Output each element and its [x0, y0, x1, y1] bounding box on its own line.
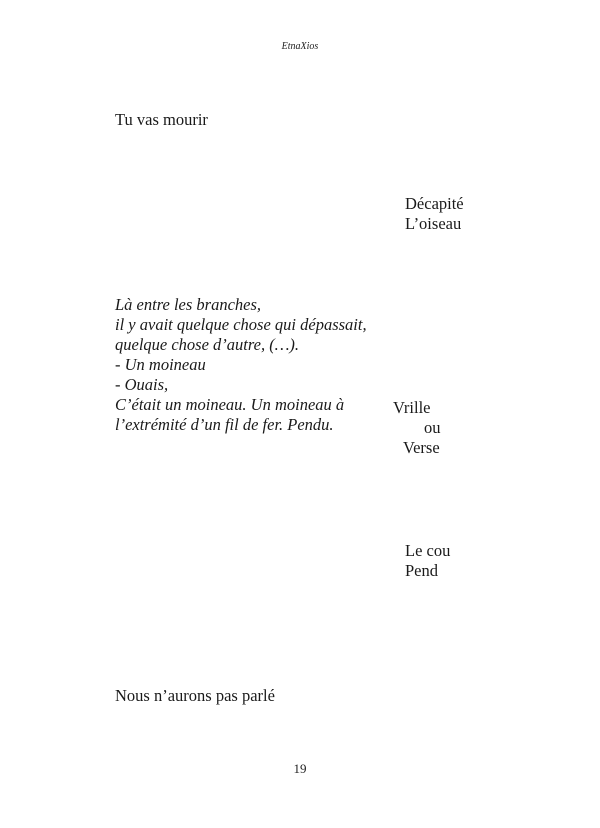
stanza-line: Décapité: [405, 194, 464, 213]
running-head: EtnaXios: [281, 41, 319, 52]
passage-line: il y avait quelque chose qui dépassait,: [115, 315, 367, 334]
stanza-line: Pend: [405, 561, 438, 580]
stanza-line-ou: ou: [424, 418, 441, 437]
stanza-line-verse: Verse: [403, 438, 440, 457]
italic-passage: [115, 295, 367, 435]
stanza-line: L’oiseau: [405, 214, 462, 233]
stanza-line: Le cou: [405, 541, 451, 560]
passage-line: l’extrémité d’un fil de fer. Pendu.: [115, 415, 334, 434]
passage-line: - Ouais,: [115, 375, 169, 394]
passage-line: C’était un moineau. Un moineau à: [115, 395, 345, 414]
closing-line: Nous n’aurons pas parlé: [115, 686, 275, 705]
stanza-decapite: [405, 194, 464, 234]
passage-line: quelque chose d’autre, (…).: [115, 335, 300, 354]
opening-line: Tu vas mourir: [115, 110, 208, 129]
stanza-le-cou: [405, 541, 450, 581]
page-number: 19: [293, 761, 307, 776]
passage-line: Là entre les branches,: [115, 295, 262, 314]
passage-line: - Un moineau: [115, 355, 206, 374]
stanza-line-vrille: Vrille: [393, 398, 431, 417]
